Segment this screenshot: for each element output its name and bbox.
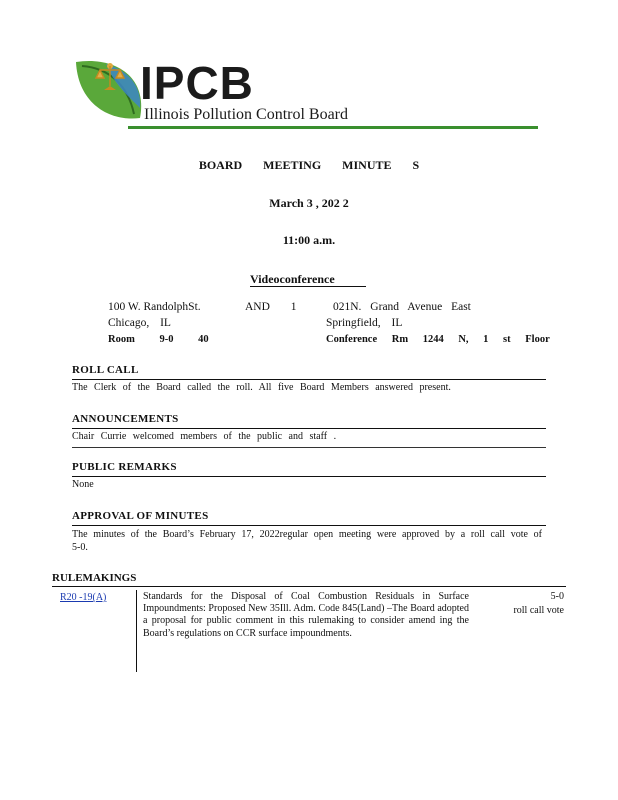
letterhead-rule bbox=[128, 126, 538, 129]
document-title: BOARD MEETING MINUTE S bbox=[198, 158, 420, 172]
public-remarks-text: None bbox=[72, 479, 94, 490]
roll-call-text: The Clerk of the Board called the roll. All five Board Members answered present. bbox=[72, 382, 451, 393]
chicago-room: Room 9-0 40 bbox=[108, 334, 209, 345]
approval-heading: APPROVAL OF MINUTES bbox=[72, 510, 209, 522]
meeting-venue: Videoconference bbox=[250, 272, 335, 286]
rulemakings-heading: RULEMAKINGS bbox=[52, 572, 137, 584]
springfield-city: Springfield, IL bbox=[326, 317, 403, 329]
brand-subtitle: Illinois Pollution Control Board bbox=[144, 106, 349, 123]
rulemakings-column-divider bbox=[136, 590, 137, 672]
announcements-heading: ANNOUNCEMENTS bbox=[72, 413, 179, 425]
roll-call-heading: ROLL CALL bbox=[72, 364, 139, 376]
rulemakings-rule bbox=[52, 586, 566, 587]
chicago-address: 100 W. RandolphSt. bbox=[108, 301, 201, 313]
public-remarks-heading: PUBLIC REMARKS bbox=[72, 461, 177, 473]
meeting-date: March 3 , 202 2 bbox=[269, 196, 349, 210]
announcements-rule bbox=[72, 428, 546, 429]
public-remarks-rule bbox=[72, 476, 546, 477]
announcements-bottom-rule bbox=[72, 447, 546, 448]
rulemaking-vote: 5-0 bbox=[550, 591, 564, 602]
chicago-city: Chicago, IL bbox=[108, 317, 171, 329]
meeting-time: 11:00 a.m. bbox=[282, 233, 336, 247]
approval-text: The minutes of the Board’s February 17, 2022regular open meeting were approved by a roll call vote of 5-0. bbox=[72, 529, 542, 553]
address-conjunction: AND 1 bbox=[245, 301, 297, 313]
rulemaking-description: Standards for the Disposal of Coal Combustion Residuals in Surface Impoundments: Proposed New 35Ill. Adm. Code 845(Land) –The Board adopted a proposal for public comment in this rulemaking to consider amend ing the Board’s regulations on CCR surface impoundments. bbox=[143, 591, 469, 639]
brand-name: IPCB bbox=[140, 57, 254, 109]
roll-call-rule bbox=[72, 379, 546, 380]
announcements-text: Chair Currie welcomed members of the public and staff . bbox=[72, 431, 337, 442]
springfield-address: 021N. Grand Avenue East bbox=[333, 301, 471, 313]
rulemaking-vote-type: roll call vote bbox=[513, 605, 564, 616]
springfield-room: Conference Rm 1244 N, 1 st Floor bbox=[326, 334, 550, 345]
approval-rule bbox=[72, 525, 546, 526]
ipcb-leaf-logo bbox=[70, 56, 150, 126]
venue-underline bbox=[250, 286, 366, 287]
docket-link[interactable]: R20 -19(A) bbox=[60, 592, 107, 603]
